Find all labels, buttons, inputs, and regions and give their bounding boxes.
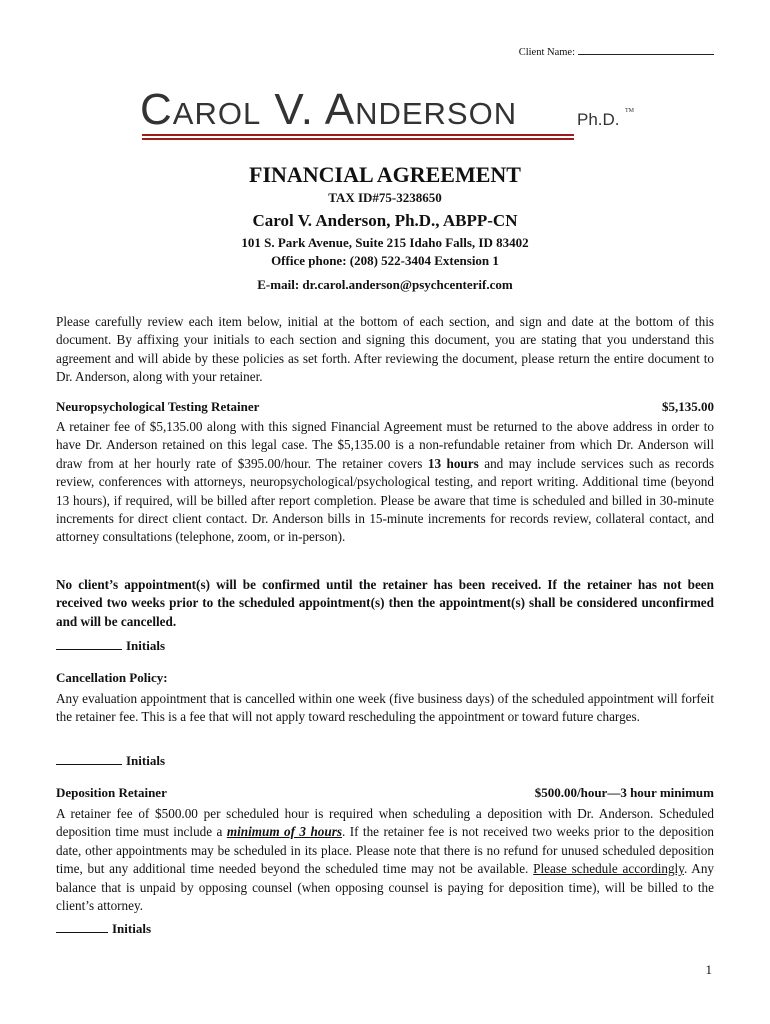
logo [140,85,640,140]
initials-label: Initials [126,638,166,653]
logo-name: Carol V. Anderson [140,85,518,134]
office-address: 101 S. Park Avenue, Suite 215 Idaho Falls, ID 83402 [241,235,529,250]
initials-line-deposition[interactable] [56,920,151,937]
doctor-name: Carol V. Anderson, Ph.D., ABPP-CN [252,211,518,230]
cancellation-title: Cancellation Policy: [56,670,168,685]
deposition-schedule-note: Please schedule accordingly [533,861,684,877]
neuro-retainer-heading [56,399,714,415]
logo-suffix: Ph.D. [577,110,620,129]
client-name-label: Client Name: [518,47,575,58]
logo-rule-top [142,134,574,136]
client-name-field[interactable] [519,45,714,58]
initials-label: Initials [126,753,166,768]
deposition-amount: $500.00/hour—3 hour minimum [534,785,714,800]
neuro-text-part-2: and may include services such as records review, conferences with attorneys, neuropsychological/psychological testing, and report writing. Additional time (beyond 13 hours), if required, will be billed after report completion. Please be aware that time is scheduled and billed in 30-minute increments for direct client contact. Dr. Anderson bills in 15-minute increments for records review, collateral contact, and attorney consultations (telephone, zoom, or in-person). [56,455,714,545]
document-title: FINANCIAL AGREEMENT [249,162,521,187]
page-number: 1 [705,962,712,977]
neuro-retainer-paragraph [56,418,714,547]
deposition-title: Deposition Retainer [56,785,167,800]
deposition-minimum-emphasis: minimum of 3 hours [226,824,342,840]
logo-rule-bottom [142,138,574,140]
initials-blank[interactable] [56,920,108,933]
neuro-text-part-1: A retainer fee of $5,135.00 along with this signed Financial Agreement must be returned to the above address in order to have Dr. Anderson retained on this legal case. The $5,135.00 is a non-refundable retainer from which Dr. Anderson will draw from at her hourly rate of $395.00/hour. The retainer covers [56,419,714,471]
initials-line-cancellation[interactable] [56,752,165,769]
initials-line-neuro[interactable] [56,637,165,654]
tax-id: TAX ID#75-3238650 [328,190,442,205]
deposition-heading [56,785,714,801]
confirmation-warning: No client’s appointment(s) will be confirmed until the retainer has been received. If the retainer has not been received two weeks prior to the scheduled appointment(s) then the appointment(s) shall be considered unconfirmed and will be cancelled. [56,577,714,629]
neuro-text-hours: 13 hours [427,455,479,471]
initials-blank[interactable] [56,637,122,650]
neuro-retainer-amount: $5,135.00 [662,399,714,414]
neuro-retainer-title: Neuropsychological Testing Retainer [56,399,260,414]
deposition-paragraph [56,805,714,915]
intro-paragraph: Please carefully review each item below, initial at the bottom of each section, and sign and date at the bottom of this document. By affixing your initials to each section and signing this document, you are stating that you understand this agreement and will abide by these policies as set forth. After reviewing the document, please return the entire document to Dr. Anderson, along with your retainer. [56,314,714,385]
office-email: E-mail: dr.carol.anderson@psychcenterif.com [257,277,513,292]
office-phone: Office phone: (208) 522-3404 Extension 1 [271,253,499,268]
initials-blank[interactable] [56,752,122,765]
cancellation-heading [56,670,714,686]
deposition-text-part-1: A retainer fee of $500.00 per scheduled hour is required when scheduling a deposition with Dr. Anderson. Scheduled deposition time must include a [56,806,714,840]
deposition-text-part-2: . If the retainer fee is not received two weeks prior to the deposition date, other appointments may be scheduled in its place. Please note that there is no refund for unused scheduled deposition time, but any additional time needed beyond the scheduled time may not be available. [56,824,715,877]
client-name-line[interactable] [578,45,714,55]
cancellation-paragraph: Any evaluation appointment that is cancelled within one week (five business days) of the scheduled appointment will forfeit the retainer fee. This is a fee that will not apply toward rescheduling the appointment or toward future charges. [56,691,714,725]
initials-label: Initials [112,921,152,936]
deposition-text-part-3: . Any balance that is unpaid by opposing counsel (when opposing counsel is paying for deposition time), will be billed to the client’s attorney. [56,861,715,914]
logo-trademark: TM [625,108,634,114]
